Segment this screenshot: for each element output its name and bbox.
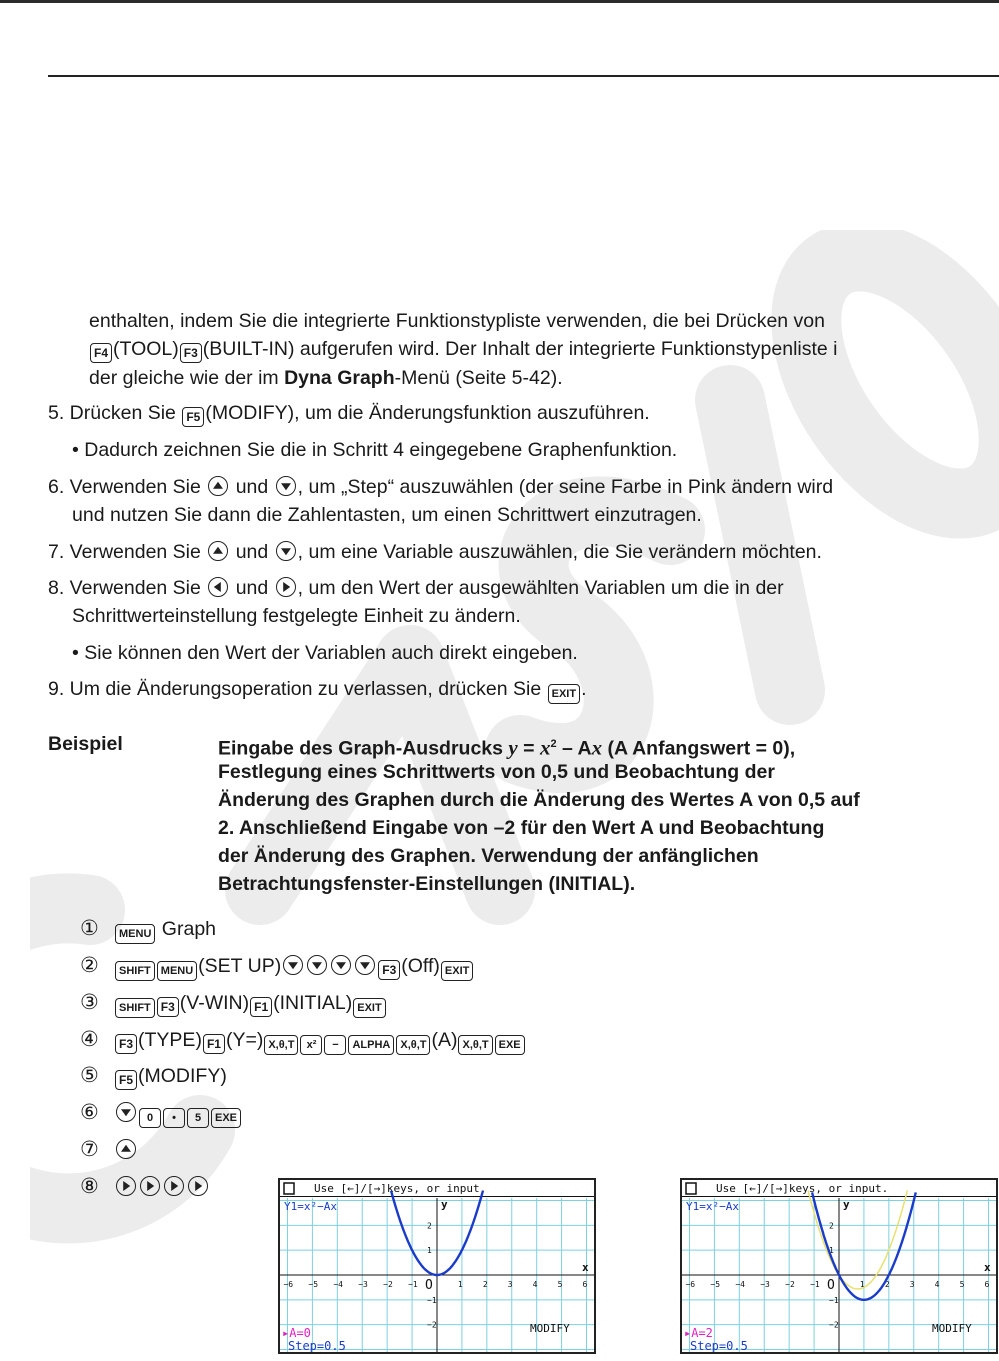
proc-2 bbox=[80, 953, 474, 981]
right-arrow-icon[interactable] bbox=[188, 1176, 208, 1196]
step-8-bullet: • Sie können den Wert der Variablen auch direkt eingeben. bbox=[72, 642, 578, 664]
y-tick-label: 1 bbox=[829, 1246, 834, 1256]
right-arrow-icon[interactable] bbox=[276, 577, 296, 597]
screen-header-text: Use [←]/[→]keys, or input. bbox=[314, 1182, 487, 1195]
left-arrow-icon[interactable] bbox=[208, 577, 228, 597]
function-label: Y1=x²−Ax bbox=[686, 1200, 739, 1213]
x-tick-label: −1 bbox=[810, 1280, 820, 1289]
five-key[interactable]: 5 bbox=[187, 1108, 209, 1128]
x-squared-key[interactable]: x² bbox=[300, 1035, 322, 1055]
step-9 bbox=[48, 676, 587, 704]
step-5-bullet: • Dadurch zeichnen Sie die in Schritt 4 eingegebene Graphenfunktion. bbox=[72, 439, 678, 461]
y-axis-label: y bbox=[843, 1198, 850, 1211]
f3-key[interactable]: F3 bbox=[115, 1034, 137, 1054]
minus-key[interactable]: − bbox=[324, 1035, 346, 1055]
step7-rest: , um eine Variable auszuwählen, die Sie verändern möchten. bbox=[297, 541, 822, 563]
circled-4: ④ bbox=[80, 1028, 99, 1051]
proc2-setup: (SET UP) bbox=[198, 955, 282, 977]
x-tick-label: 3 bbox=[909, 1280, 915, 1289]
xt-key[interactable]: X,θ,T bbox=[458, 1035, 492, 1055]
step8-und: und bbox=[230, 577, 274, 599]
x-tick-label: 6 bbox=[984, 1280, 990, 1289]
x-tick-label: −3 bbox=[358, 1280, 368, 1289]
f4-key[interactable]: F4 bbox=[90, 343, 112, 363]
y-tick-label: −2 bbox=[427, 1320, 437, 1330]
zero-key[interactable]: 0 bbox=[139, 1108, 161, 1128]
intro-line3-start: der gleiche wie der im bbox=[89, 367, 285, 389]
alpha-key[interactable]: ALPHA bbox=[348, 1035, 394, 1055]
top-border bbox=[0, 0, 999, 3]
math-x2: x bbox=[591, 735, 603, 760]
y-tick-label: 1 bbox=[427, 1246, 432, 1256]
intro-tool-text: (TOOL) bbox=[113, 338, 179, 360]
x-tick-label: 2 bbox=[482, 1280, 488, 1289]
proc4-a: (A) bbox=[431, 1029, 458, 1051]
xt-key[interactable]: X,θ,T bbox=[396, 1035, 430, 1055]
step-7 bbox=[48, 539, 822, 565]
exe-key[interactable]: EXE bbox=[211, 1108, 241, 1128]
dyna-graph-label: Dyna Graph bbox=[284, 367, 395, 389]
x-tick-label: −1 bbox=[408, 1280, 418, 1289]
f3-key[interactable]: F3 bbox=[157, 997, 179, 1017]
circled-6: ⑥ bbox=[80, 1101, 99, 1124]
circled-8: ⑧ bbox=[80, 1175, 99, 1198]
step6-text: 6. Verwenden Sie bbox=[48, 476, 207, 498]
down-arrow-icon[interactable] bbox=[116, 1102, 136, 1122]
step6-rest: , um „Step“ auszuwählen (der seine Farbe in Pink ändern wird bbox=[297, 476, 834, 498]
proc-6 bbox=[80, 1100, 242, 1128]
previous-graph-curve bbox=[808, 1191, 907, 1289]
variable-value: ▸A=0 bbox=[282, 1326, 311, 1340]
example-l1-text: Eingabe des Graph-Ausdrucks bbox=[218, 737, 509, 760]
step-5 bbox=[48, 400, 650, 427]
up-arrow-icon[interactable] bbox=[208, 476, 228, 496]
step5-rest: (MODIFY), um die Änderungsfunktion auszuführen. bbox=[205, 402, 650, 424]
dot-key[interactable]: • bbox=[163, 1108, 185, 1128]
step8-text: 8. Verwenden Sie bbox=[48, 577, 207, 599]
intro-line-3 bbox=[89, 365, 563, 391]
step5-text: 5. Drücken Sie bbox=[48, 402, 182, 424]
xt-key[interactable]: X,θ,T bbox=[264, 1035, 298, 1055]
intro-line-1: enthalten, indem Sie die integrierte Funktionstypliste verwenden, die bei Drücken von bbox=[89, 310, 826, 332]
down-arrow-icon[interactable] bbox=[283, 955, 303, 975]
exit-key[interactable]: EXIT bbox=[548, 684, 580, 704]
down-arrow-icon[interactable] bbox=[276, 541, 296, 561]
example-label: Beispiel bbox=[48, 733, 123, 755]
step-value: Step=0.5 bbox=[690, 1339, 748, 1352]
shift-key[interactable]: SHIFT bbox=[115, 998, 155, 1018]
proc-4 bbox=[80, 1027, 526, 1055]
y-tick-label: −2 bbox=[829, 1320, 839, 1330]
math-x: x bbox=[539, 735, 551, 760]
proc5-modify: (MODIFY) bbox=[138, 1065, 227, 1087]
up-arrow-icon[interactable] bbox=[208, 541, 228, 561]
origin-label: O bbox=[827, 1278, 835, 1293]
menu-key[interactable]: MENU bbox=[157, 961, 197, 981]
step7-und: und bbox=[230, 541, 274, 563]
x-tick-label: −6 bbox=[685, 1280, 696, 1289]
function-label: Y1=x²−Ax bbox=[284, 1200, 337, 1213]
math-minus-a: – A bbox=[556, 737, 592, 760]
step-8 bbox=[48, 575, 784, 601]
x-tick-label: 1 bbox=[859, 1280, 865, 1289]
f5-key[interactable]: F5 bbox=[182, 407, 204, 427]
x-tick-label: 2 bbox=[884, 1280, 890, 1289]
down-arrow-icon[interactable] bbox=[276, 476, 296, 496]
step-value: Step=0.5 bbox=[288, 1339, 346, 1352]
x-tick-label: 4 bbox=[934, 1280, 940, 1289]
proc4-yeq: (Y=) bbox=[225, 1029, 264, 1051]
math-eq: = bbox=[517, 737, 540, 760]
x-tick-label: −2 bbox=[383, 1280, 393, 1289]
f1-key[interactable]: F1 bbox=[250, 997, 272, 1017]
x-tick-label: −3 bbox=[760, 1280, 770, 1289]
step-6-cont: und nutzen Sie dann die Zahlentasten, um einen Schrittwert einzutragen. bbox=[72, 504, 702, 526]
example-line-6: Betrachtungsfenster-Einstellungen (INITIAL). bbox=[218, 873, 636, 895]
y-tick-label: −1 bbox=[427, 1295, 437, 1305]
right-arrow-icon[interactable] bbox=[116, 1176, 136, 1196]
y-axis-label: y bbox=[441, 1198, 448, 1211]
step8-rest: , um den Wert der ausgewählten Variablen um die in der bbox=[297, 577, 784, 599]
calculator-screen-a2 bbox=[680, 1178, 998, 1354]
proc-5 bbox=[80, 1063, 227, 1090]
circled-3: ③ bbox=[80, 991, 99, 1014]
x-axis-label: x bbox=[984, 1261, 991, 1274]
step-6 bbox=[48, 474, 833, 500]
x-tick-label: −2 bbox=[785, 1280, 795, 1289]
example-line-4: 2. Anschließend Eingabe von –2 für den Wert A und Beobachtung bbox=[218, 817, 825, 839]
x-tick-label: −4 bbox=[735, 1280, 745, 1289]
step-8-cont: Schrittwerteinstellung festgelegte Einheit zu ändern. bbox=[72, 605, 521, 627]
x-tick-label: −5 bbox=[710, 1280, 721, 1289]
modify-menu-label: MODIFY bbox=[932, 1322, 972, 1335]
step7-text: 7. Verwenden Sie bbox=[48, 541, 207, 563]
proc1-text: Graph bbox=[156, 918, 217, 940]
y-tick-label: 2 bbox=[427, 1221, 432, 1231]
exit-key[interactable]: EXIT bbox=[441, 961, 473, 981]
screen-header-text: Use [←]/[→]keys, or input. bbox=[716, 1182, 889, 1195]
x-tick-label: 5 bbox=[557, 1280, 563, 1289]
x-tick-label: −5 bbox=[308, 1280, 319, 1289]
intro-line-2 bbox=[89, 336, 838, 363]
proc3-vwin: (V-WIN) bbox=[179, 992, 250, 1014]
proc-1 bbox=[80, 916, 216, 944]
x-tick-label: 3 bbox=[507, 1280, 513, 1289]
step9-text: 9. Um die Änderungsoperation zu verlassen, drücken Sie bbox=[48, 678, 547, 700]
right-arrow-icon[interactable] bbox=[164, 1176, 184, 1196]
x-tick-label: 1 bbox=[457, 1280, 463, 1289]
intro-line3-end: -Menü (Seite 5-42). bbox=[394, 367, 563, 389]
x-axis-label: x bbox=[582, 1261, 589, 1274]
exit-key[interactable]: EXIT bbox=[353, 998, 385, 1018]
circled-1: ① bbox=[80, 917, 99, 940]
calculator-screen-a0 bbox=[278, 1178, 596, 1354]
header-rule bbox=[48, 75, 999, 77]
exe-key[interactable]: EXE bbox=[495, 1035, 525, 1055]
right-arrow-icon[interactable] bbox=[140, 1176, 160, 1196]
x-tick-label: −4 bbox=[333, 1280, 343, 1289]
proc4-type: (TYPE) bbox=[138, 1029, 202, 1051]
example-line-1 bbox=[218, 731, 795, 762]
y-tick-label: −1 bbox=[829, 1295, 839, 1305]
step9-period: . bbox=[581, 678, 587, 700]
intro-builtin-text: (BUILT-IN) aufgerufen wird. Der Inhalt der integrierte Funktionstypenliste i bbox=[202, 338, 838, 360]
proc2-off: (Off) bbox=[401, 955, 440, 977]
x-tick-label: 4 bbox=[532, 1280, 538, 1289]
math-y: y bbox=[508, 735, 518, 760]
origin-label: O bbox=[425, 1278, 433, 1293]
up-arrow-icon[interactable] bbox=[116, 1139, 136, 1159]
menu-key[interactable]: MENU bbox=[115, 924, 155, 944]
step6-und: und bbox=[230, 476, 274, 498]
math-sup: 2 bbox=[550, 738, 557, 750]
down-arrow-icon[interactable] bbox=[331, 955, 351, 975]
y-tick-label: 2 bbox=[829, 1221, 834, 1231]
example-line-3: Änderung des Graphen durch die Änderung des Wertes A von 0,5 auf bbox=[218, 789, 860, 811]
example-l1-rest: (A Anfangswert = 0), bbox=[602, 737, 796, 760]
circled-2: ② bbox=[80, 954, 99, 977]
proc-3 bbox=[80, 990, 387, 1018]
example-line-5: der Änderung des Graphen. Verwendung der anfänglichen bbox=[218, 845, 759, 867]
down-arrow-icon[interactable] bbox=[355, 955, 375, 975]
f5-key[interactable]: F5 bbox=[115, 1070, 137, 1090]
proc3-initial: (INITIAL) bbox=[273, 992, 353, 1014]
circled-7: ⑦ bbox=[80, 1138, 99, 1161]
f1-key[interactable]: F1 bbox=[203, 1034, 225, 1054]
variable-value: ▸A=2 bbox=[684, 1326, 713, 1340]
x-tick-label: 6 bbox=[582, 1280, 588, 1289]
example-line-2: Festlegung eines Schrittwerts von 0,5 und Beobachtung der bbox=[218, 761, 775, 783]
shift-key[interactable]: SHIFT bbox=[115, 961, 155, 981]
proc-7 bbox=[80, 1137, 138, 1163]
f3-key[interactable]: F3 bbox=[180, 343, 202, 363]
circled-5: ⑤ bbox=[80, 1064, 99, 1087]
modify-menu-label: MODIFY bbox=[530, 1322, 570, 1335]
proc-8 bbox=[80, 1174, 210, 1200]
f3-key[interactable]: F3 bbox=[378, 960, 400, 980]
x-tick-label: −6 bbox=[283, 1280, 294, 1289]
down-arrow-icon[interactable] bbox=[307, 955, 327, 975]
x-tick-label: 5 bbox=[959, 1280, 965, 1289]
